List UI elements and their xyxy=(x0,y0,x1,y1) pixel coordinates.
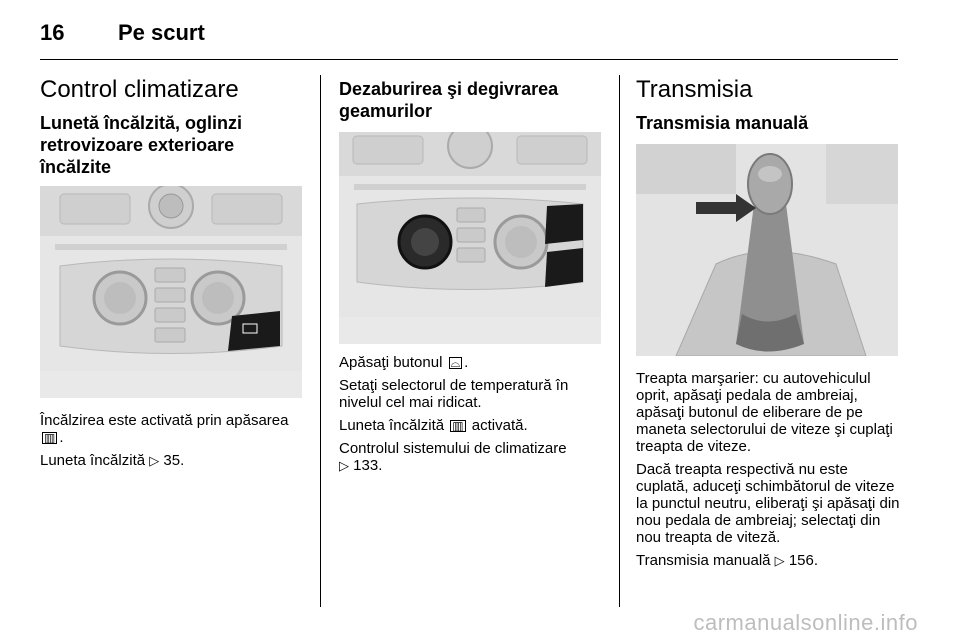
paragraph-reverse-gear: Treapta marşarier: cu autovehiculul oprit, apăsaţi pedala de ambreiaj, apăsaţi butonul de eliberare de pe maneta selectorului de viteze şi cuplaţi treapta de viteze. xyxy=(636,370,893,455)
column-divider-2 xyxy=(619,75,620,607)
section-heading-transmission: Transmisia xyxy=(636,76,753,103)
watermark: carmanualsonline.info xyxy=(693,610,918,635)
paragraph-manual-ref: Transmisia manuală ▷ 156. xyxy=(636,552,819,569)
figure-gear-lever xyxy=(636,144,898,356)
rear-window-heat-icon: ▥ xyxy=(452,419,464,433)
column-divider-1 xyxy=(320,75,321,607)
windshield-defrost-icon: ⌓ xyxy=(450,356,461,370)
ref-arrow-icon: ▷ xyxy=(149,454,160,469)
subheading-heated-window: Lunetă încălzită, oglinzi retrovizoare exterioare încălzite xyxy=(40,113,243,177)
figure-defrost-panel xyxy=(339,132,601,344)
column-defrost xyxy=(339,76,604,481)
page-ref-156[interactable]: 156 xyxy=(788,552,814,569)
page-number: 16 xyxy=(40,20,65,45)
column-transmission xyxy=(636,76,901,576)
page-ref-35[interactable]: 35 xyxy=(163,452,181,469)
ref-arrow-icon: ▷ xyxy=(774,554,785,569)
paragraph-climate-ref: Controlul sistemului de climatizare ▷ 133. xyxy=(339,440,567,474)
header-rule xyxy=(40,59,898,60)
section-heading-climate: Control climatizare xyxy=(40,76,239,103)
paragraph-heating-activated: Încălzirea este activată prin apăsarea ▥ . xyxy=(40,412,289,446)
ref-arrow-icon: ▷ xyxy=(339,459,349,474)
page-header-title: Pe scurt xyxy=(118,20,205,45)
page-ref-133[interactable]: 133 xyxy=(353,457,379,474)
paragraph-heated-window-ref: Luneta încălzită ▷ 35. xyxy=(40,452,185,469)
paragraph-press-button: Apăsaţi butonul ⌓ . xyxy=(339,354,469,371)
column-climate xyxy=(40,76,305,476)
paragraph-gear-not-engaged: Dacă treapta respectivă nu este cuplată, aduceţi schimbătorul de viteze la punctul neutru, eliberaţi şi apăsaţi din nou pedala de ambreiaj; selectaţi din nou treapta de viteză. xyxy=(636,461,900,546)
paragraph-window-activated: Luneta încălzită ▥ activată. xyxy=(339,417,528,434)
paragraph-temperature: Setaţi selectorul de temperatură în nivelul cel mai ridicat. xyxy=(339,377,569,411)
section-heading-defrost: Dezaburirea şi degivrarea geamurilor xyxy=(339,79,559,121)
subheading-manual-transmission: Transmisia manuală xyxy=(636,113,809,133)
figure-climate-panel xyxy=(40,186,302,398)
rear-window-heat-icon: ▥ xyxy=(44,431,56,445)
